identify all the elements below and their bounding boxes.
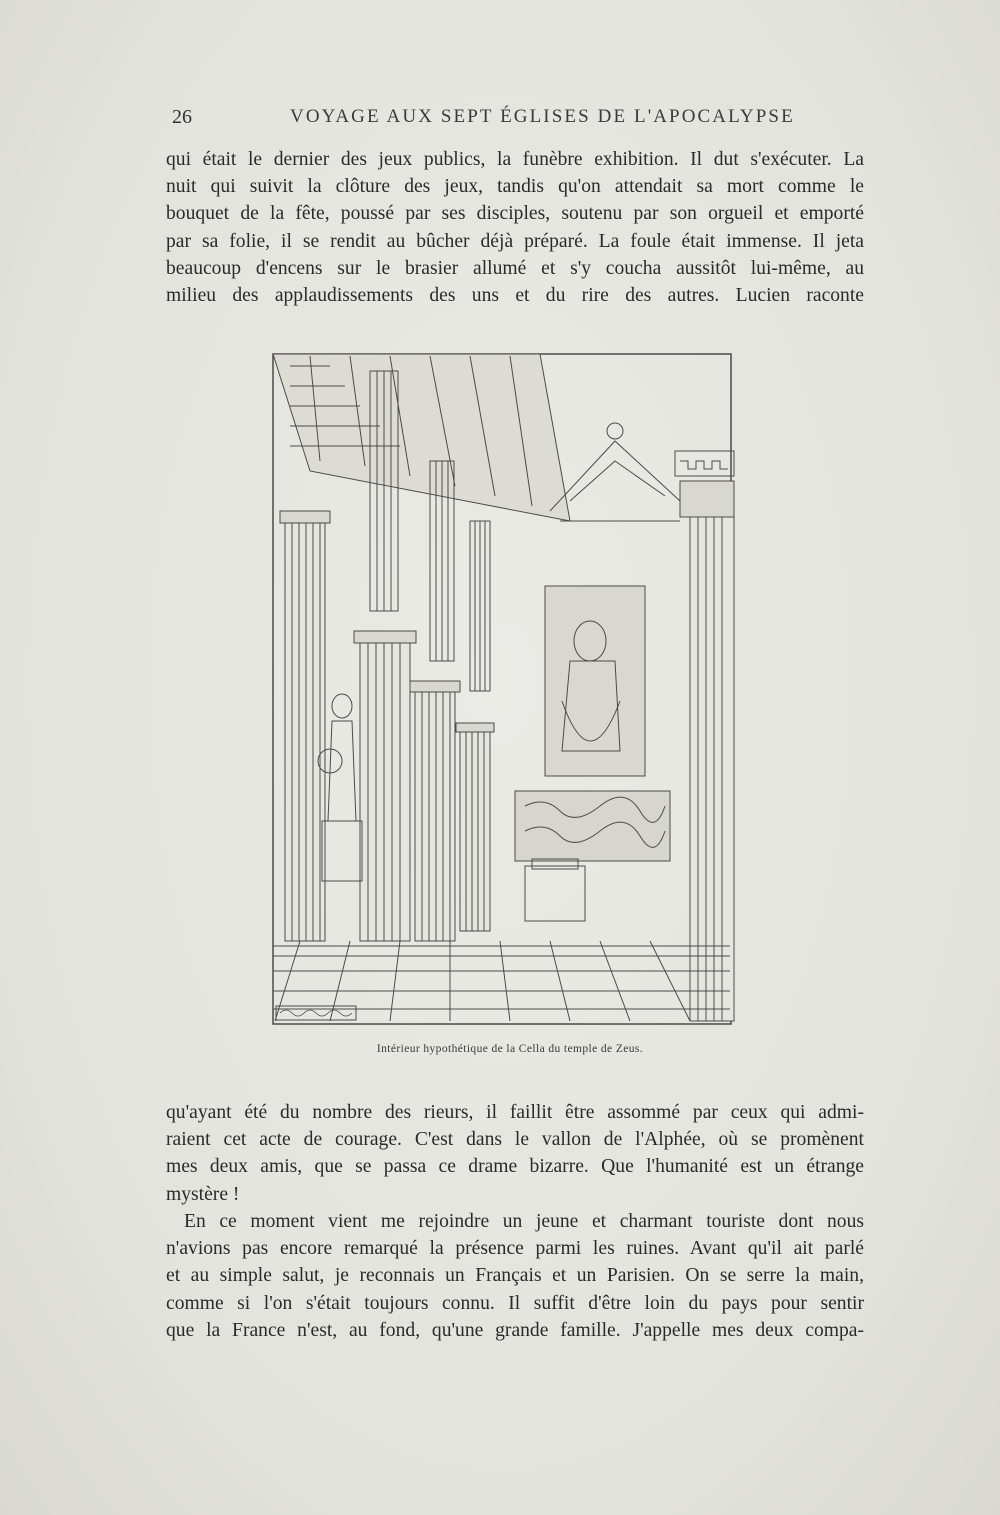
right-column <box>675 451 734 1021</box>
text-line: beaucoup d'encens sur le brasier allumé et s'y coucha aussitôt lui-même, au <box>166 257 864 279</box>
running-title: VOYAGE AUX SEPT ÉGLISES DE L'APOCALYPSE <box>290 106 795 127</box>
text-line: et au simple salut, je reconnais un Français et un Parisien. On se serre la main, <box>166 1265 864 1287</box>
cella-interior-drawing <box>270 351 750 1031</box>
figure-caption: Intérieur hypothétique de la Cella du temple de Zeus. <box>376 1043 644 1055</box>
engraving-illustration <box>270 351 750 1031</box>
pediment <box>550 423 680 521</box>
text-line: qu'ayant été du nombre des rieurs, il faillit être assommé par ceux qui admi- <box>166 1102 864 1123</box>
text-line: que la France n'est, au fond, qu'une grande famille. J'appelle mes deux compa- <box>166 1319 864 1341</box>
text-line: qui était le dernier des jeux publics, la funèbre exhibition. Il dut s'exécuter. La <box>166 149 864 170</box>
text-line: En ce moment vient me rejoindre un jeune et charmant touriste dont nous <box>184 1211 864 1232</box>
text-line: mystère ! <box>166 1183 240 1205</box>
paragraph-2 <box>166 1099 864 1208</box>
text-line: raient cet acte de courage. C'est dans le vallon de l'Alphée, où se promènent <box>166 1129 864 1151</box>
text-line: nuit qui suivit la clôture des jeux, tandis qu'on attendait sa mort comme le <box>166 176 864 198</box>
coffered-ceiling <box>273 354 570 521</box>
page-number: 26 <box>172 106 192 128</box>
text-line: n'avions pas encore remarqué la présence parmi les ruines. Avant qu'il ait parlé <box>166 1238 864 1260</box>
text-line: comme si l'on s'était toujours connu. Il suffit d'être loin du pays pour sentir <box>166 1292 864 1314</box>
paragraph-1 <box>166 146 864 309</box>
text-line: milieu des applaudissements des uns et du rire des autres. Lucien raconte <box>166 285 864 307</box>
text-line: mes deux amis, que se passa ce drame bizarre. Que l'humanité est un étrange <box>166 1156 864 1178</box>
zeus-statue <box>515 586 670 921</box>
tiled-floor <box>273 941 730 1021</box>
paragraph-3 <box>166 1208 864 1344</box>
text-line: bouquet de la fête, poussé par ses disciples, soutenu par son orgueil et emporté <box>166 203 864 225</box>
text-line: par sa folie, il se rendit au bûcher déjà préparé. La foule était immense. Il jeta <box>166 230 864 252</box>
page-header <box>172 106 862 132</box>
